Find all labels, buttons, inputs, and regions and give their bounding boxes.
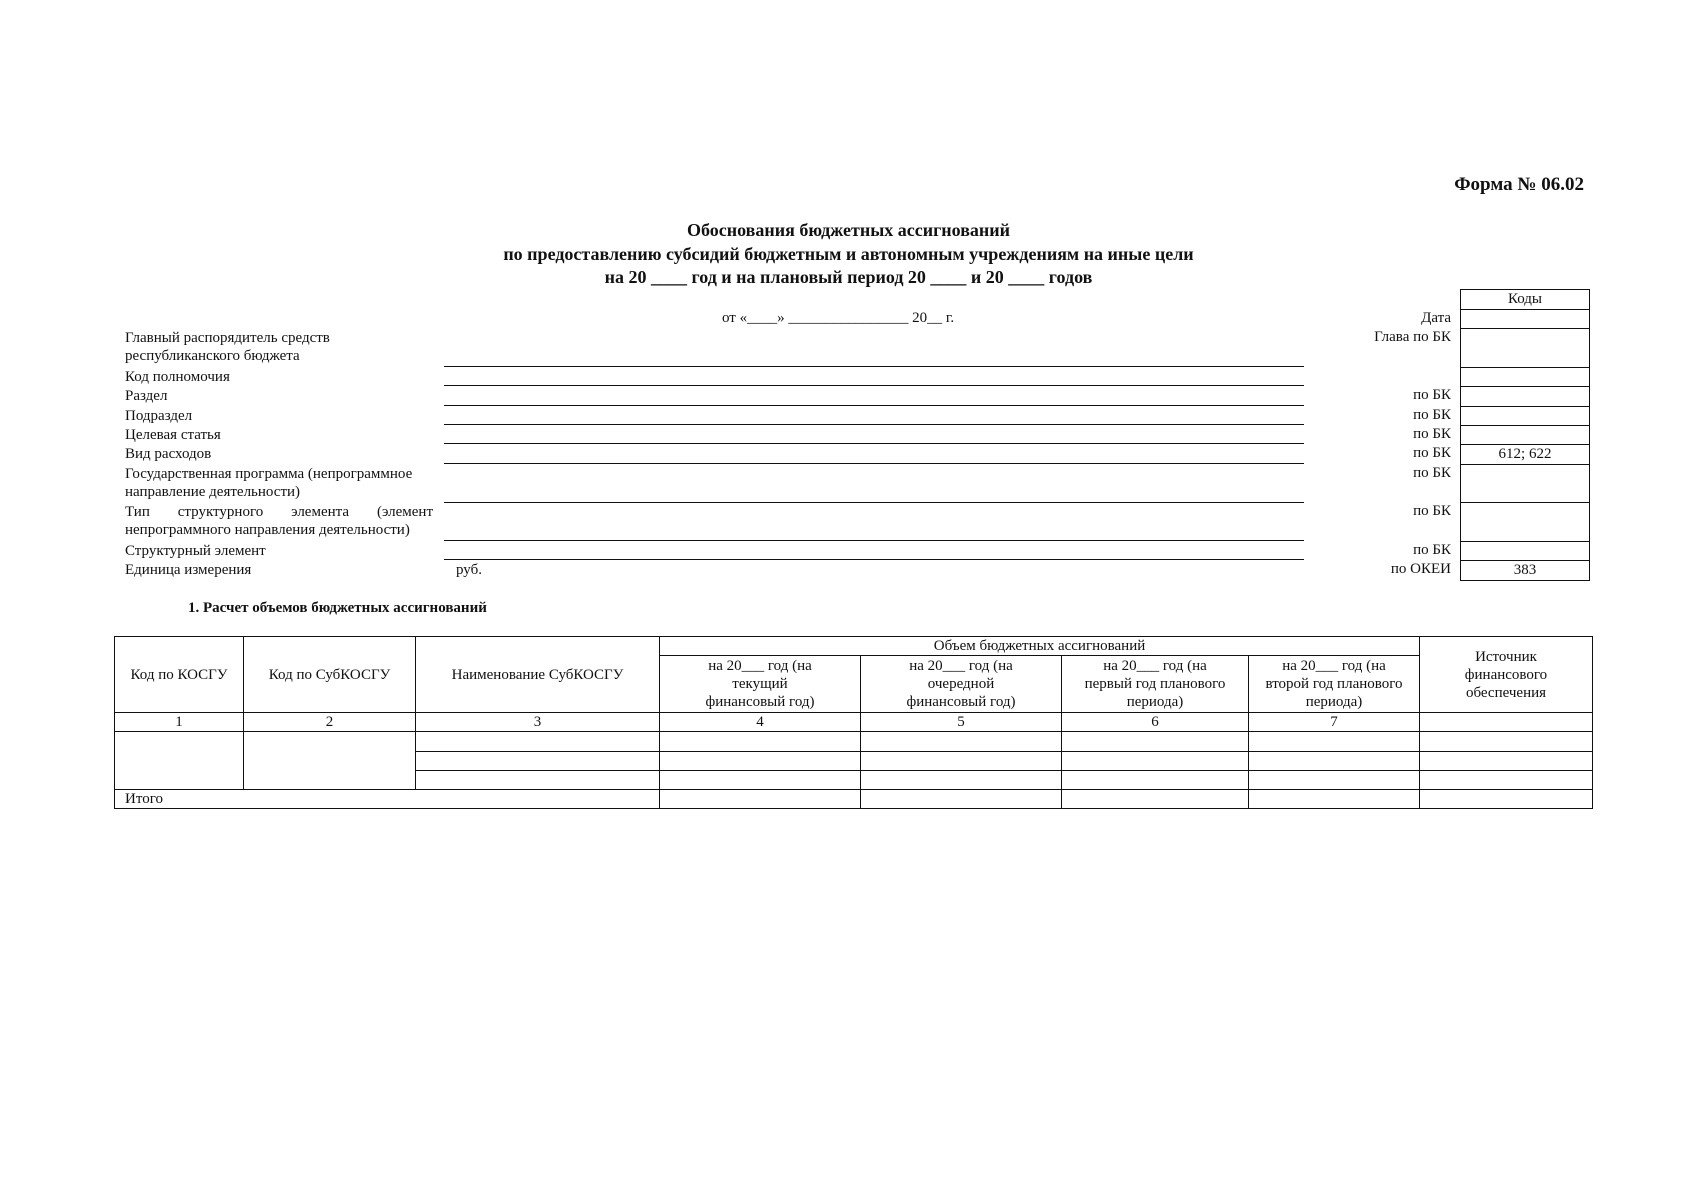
total-label: Итого (115, 790, 660, 809)
right-label-bk-element-type: по БК (1413, 503, 1451, 519)
table-cell[interactable] (1249, 771, 1420, 790)
label-subsection: Подраздел (125, 408, 193, 424)
header-year-plan-1: на 20___ год (на первый год планового периода) (1062, 656, 1249, 713)
right-label-bk-structural: по БК (1413, 542, 1451, 558)
code-chapter-bk[interactable] (1461, 329, 1590, 368)
table-cell[interactable] (416, 752, 660, 771)
right-label-bk-section: по БК (1413, 387, 1451, 403)
code-authority[interactable] (1461, 368, 1590, 387)
table-cell[interactable] (660, 732, 861, 752)
total-cell[interactable] (1062, 790, 1249, 809)
table-cell[interactable] (1249, 732, 1420, 752)
table-cell[interactable] (660, 752, 861, 771)
total-cell[interactable] (1420, 790, 1593, 809)
field-expense-type[interactable] (444, 463, 1304, 464)
header-source: Источник финансового обеспечения (1420, 637, 1593, 713)
cell-kosgu[interactable] (115, 732, 244, 790)
table-cell[interactable] (1062, 732, 1249, 752)
col-num-8 (1420, 713, 1593, 732)
field-element-type[interactable] (444, 540, 1304, 541)
codes-table (1460, 289, 1590, 581)
code-date[interactable] (1461, 310, 1590, 329)
code-okei[interactable]: 383 (1461, 561, 1590, 581)
right-label-bk-program: по БК (1413, 465, 1451, 481)
label-unit: Единица измерения (125, 562, 252, 578)
field-main-manager[interactable] (444, 366, 1304, 367)
calc-table (114, 636, 1593, 809)
table-cell[interactable] (1420, 732, 1593, 752)
col-num-7: 7 (1249, 713, 1420, 732)
table-cell[interactable] (861, 771, 1062, 790)
col-num-1: 1 (115, 713, 244, 732)
total-cell[interactable] (660, 790, 861, 809)
right-label-okei: по ОКЕИ (1390, 561, 1451, 577)
unit-value: руб. (456, 562, 482, 578)
label-expense-type: Вид расходов (125, 446, 212, 462)
code-section[interactable] (1461, 387, 1590, 407)
section-title: 1. Расчет объемов бюджетных ассигнований (188, 600, 487, 616)
table-cell[interactable] (1249, 752, 1420, 771)
code-state-program[interactable] (1461, 465, 1590, 503)
label-state-program: Государственная программа (непрограммное направление деятельности) (125, 466, 413, 500)
label-target-article: Целевая статья (125, 427, 221, 443)
col-num-5: 5 (861, 713, 1062, 732)
field-section[interactable] (444, 405, 1304, 406)
table-cell[interactable] (416, 732, 660, 752)
header-kosgu: Код по КОСГУ (115, 637, 244, 713)
label-section: Раздел (125, 388, 168, 404)
table-cell[interactable] (1062, 752, 1249, 771)
col-num-6: 6 (1062, 713, 1249, 732)
col-num-3: 3 (416, 713, 660, 732)
title-line-3: на 20 ____ год и на плановый период 20 ____ и 20 ____ годов (604, 267, 1093, 287)
total-cell[interactable] (861, 790, 1062, 809)
cell-subkosgu[interactable] (244, 732, 416, 790)
codes-header: Коды (1461, 290, 1590, 310)
table-cell[interactable] (1062, 771, 1249, 790)
field-subsection[interactable] (444, 424, 1304, 425)
table-cell[interactable] (861, 752, 1062, 771)
table-cell[interactable] (1420, 771, 1593, 790)
code-structural-element[interactable] (1461, 542, 1590, 561)
right-label-date: Дата (1421, 310, 1451, 326)
right-label-bk-expense: по БК (1413, 445, 1451, 461)
field-authority-code[interactable] (444, 385, 1304, 386)
header-year-next: на 20___ год (на очередной финансовый год) (861, 656, 1062, 713)
label-main-manager: Главный распорядитель средств республиканского бюджета (125, 330, 330, 364)
code-target-article[interactable] (1461, 426, 1590, 445)
title-line-1: Обоснования бюджетных ассигнований (686, 220, 1011, 240)
col-num-2: 2 (244, 713, 416, 732)
form-number: Форма № 06.02 (1454, 174, 1584, 195)
col-num-4: 4 (660, 713, 861, 732)
header-volume-group: Объем бюджетных ассигнований (660, 637, 1420, 656)
code-subsection[interactable] (1461, 407, 1590, 426)
table-cell[interactable] (1420, 752, 1593, 771)
header-year-plan-2: на 20___ год (на второй год планового периода) (1249, 656, 1420, 713)
total-cell[interactable] (1249, 790, 1420, 809)
right-label-bk-target: по БК (1413, 426, 1451, 442)
header-subkosgu-name: Наименование СубКОСГУ (416, 637, 660, 713)
header-subkosgu: Код по СубКОСГУ (244, 637, 416, 713)
table-cell[interactable] (861, 732, 1062, 752)
field-state-program[interactable] (444, 502, 1304, 503)
label-element-type: Тип структурного элемента (элемент непрограммного направления деятельности) (125, 504, 433, 538)
field-structural-element[interactable] (444, 559, 1304, 560)
code-expense-type[interactable]: 612; 622 (1461, 445, 1590, 465)
right-label-chapter-bk: Глава по БК (1374, 329, 1451, 345)
table-cell[interactable] (660, 771, 861, 790)
field-target-article[interactable] (444, 443, 1304, 444)
header-year-current: на 20___ год (на текущий финансовый год) (660, 656, 861, 713)
label-authority-code: Код полномочия (125, 369, 230, 385)
date-line: от «____» ________________ 20__ г. (722, 310, 955, 326)
label-structural-element: Структурный элемент (125, 543, 266, 559)
right-label-bk-subsection: по БК (1413, 407, 1451, 423)
code-element-type[interactable] (1461, 503, 1590, 542)
table-cell[interactable] (416, 771, 660, 790)
title-line-2: по предоставлению субсидий бюджетным и автономным учреждениям на иные цели (503, 244, 1194, 264)
